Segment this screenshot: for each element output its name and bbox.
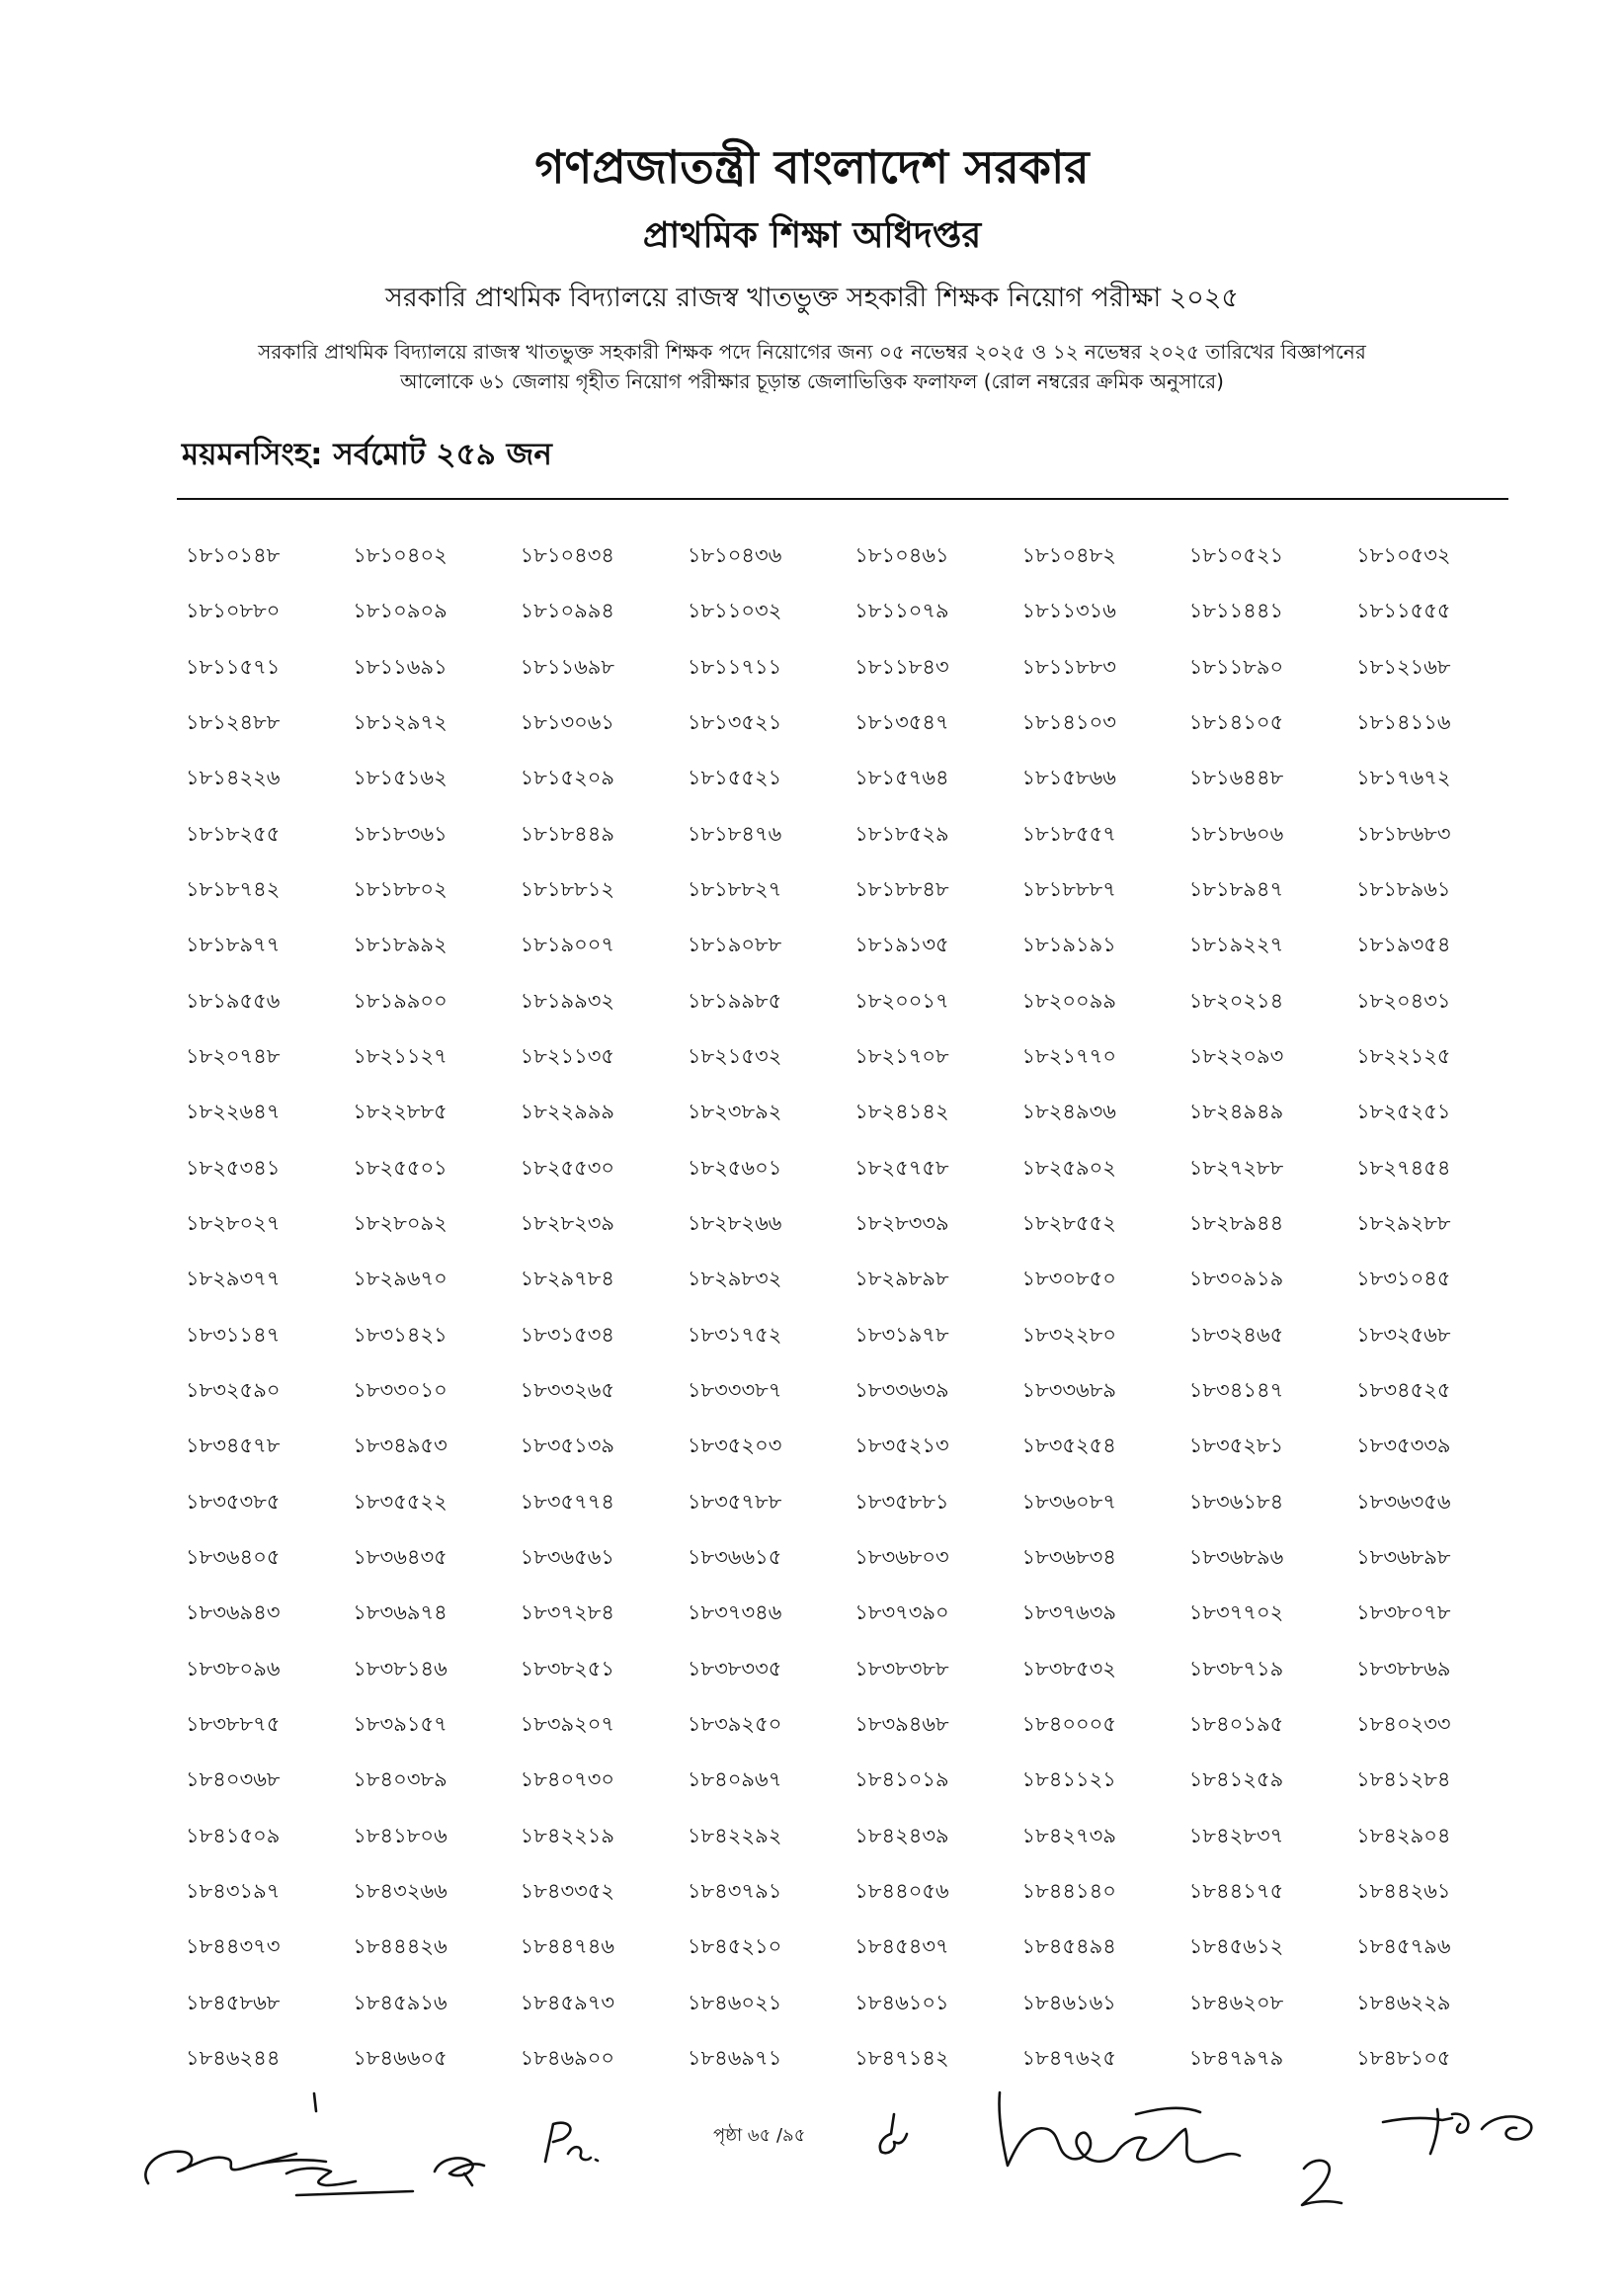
roll-number-grid <box>186 528 1525 2086</box>
roll-number: ১৮৩৫৫২২ <box>353 1489 447 1514</box>
roll-number: ১৮১১৬৯৮ <box>520 654 615 679</box>
roll-number: ১৮৪২৯০৪ <box>1356 1823 1451 1847</box>
roll-number: ১৮২২৯৯৯ <box>520 1100 615 1124</box>
roll-number: ১৮৪৫২১০ <box>687 1934 782 1959</box>
roll-number: ১৮৩৪৫২৫ <box>1356 1378 1451 1403</box>
roll-number: ১৮৩৫২১৩ <box>854 1434 949 1458</box>
roll-number: ১৮৪১০১৯ <box>854 1767 949 1792</box>
roll-number: ১৮১১০৩২ <box>687 599 782 623</box>
roll-number: ১৮৩৬০৮৭ <box>1021 1489 1116 1514</box>
roll-number: ১৮৩৬৫৬১ <box>520 1545 615 1570</box>
roll-number: ১৮১৫৫২১ <box>687 766 782 790</box>
table-row <box>186 1084 1525 1139</box>
roll-number: ১৮১৫৮৬৬ <box>1021 766 1116 790</box>
roll-number: ১৮১১৮৮৩ <box>1021 654 1116 679</box>
roll-number: ১৮৩৬৮০৩ <box>854 1545 949 1570</box>
roll-number: ১৮১২৯৭২ <box>353 710 447 735</box>
roll-number: ১৮১৯২২৭ <box>1188 933 1284 957</box>
roll-number: ১৮৩৬৮৯৬ <box>1188 1545 1284 1570</box>
roll-number: ১৮৪১৫০৯ <box>186 1823 281 1847</box>
description-line-1: সরকারি প্রাথমিক বিদ্যালয়ে রাজস্ব খাতভুক্ত সহকারী শিক্ষক পদে নিয়োগের জন্য ০৫ নভেম্বর ২০২৫ ও ১২ নভেম্বর ২০২৫ তারিখের বিজ্ঞাপনের <box>258 340 1366 364</box>
roll-number: ১৮৩৫২৫৪ <box>1021 1434 1116 1458</box>
roll-number: ১৮১৪১১৬ <box>1356 710 1451 735</box>
table-row <box>186 1863 1525 1919</box>
roll-number: ১৮১৫২০৯ <box>520 766 615 790</box>
roll-number: ১৮৩১৫৩৪ <box>520 1322 615 1347</box>
department-title: প্রাথমিক শিক্ষা অধিদপ্তর <box>642 215 982 256</box>
table-row <box>186 1307 1525 1362</box>
roll-number: ১৮২৫২৫১ <box>1356 1100 1451 1124</box>
roll-number: ১৮২৭২৮৮ <box>1188 1155 1284 1180</box>
roll-number: ১৮৩২৫৬৮ <box>1356 1322 1451 1347</box>
roll-number: ১৮৩৫১৩৯ <box>520 1434 615 1458</box>
roll-number: ১৮৪০৯৬৭ <box>687 1767 782 1792</box>
roll-number: ১৮৩১০৪৫ <box>1356 1267 1451 1291</box>
roll-number: ১৮১১০৭৯ <box>854 599 949 623</box>
roll-number: ১৮৪৫৪৯৪ <box>1021 1934 1116 1959</box>
roll-number: ১৮৩৮২৫১ <box>520 1656 615 1680</box>
roll-number: ১৮২৪৯৩৬ <box>1021 1100 1116 1124</box>
roll-number: ১৮৩২৪৬৫ <box>1188 1322 1284 1347</box>
roll-number: ১৮৪২২১৯ <box>520 1823 615 1847</box>
roll-number: ১৮৩৩৬৩৯ <box>854 1378 949 1403</box>
roll-number: ১৮১৮৯৯২ <box>353 933 447 957</box>
roll-number: ১৮২৫৬০১ <box>687 1155 782 1180</box>
roll-number: ১৮৩৮৭১৯ <box>1188 1656 1284 1680</box>
roll-number: ১৮২৯৭৮৪ <box>520 1267 615 1291</box>
roll-number: ১৮২২১২৫ <box>1356 1044 1451 1069</box>
roll-number: ১৮১০৪৩৬ <box>687 543 782 568</box>
roll-number: ১৮৪০২৩৩ <box>1356 1712 1451 1737</box>
roll-number: ১৮১০৯৯৪ <box>520 599 615 623</box>
roll-number: ১৮৪৬১৬১ <box>1021 1990 1116 2014</box>
roll-number: ১৮৪৪১৪০ <box>1021 1879 1116 1904</box>
roll-number: ১৮১৮৮১২ <box>520 877 615 902</box>
roll-number: ১৮২৯৮৩২ <box>687 1267 782 1291</box>
signatures <box>0 2075 1624 2294</box>
roll-number: ১৮৪২৭৩৯ <box>1021 1823 1116 1847</box>
roll-number: ১৮১০৫৩২ <box>1356 543 1451 568</box>
signature-6 <box>1302 2161 1341 2205</box>
roll-number: ১৮১১৬৯১ <box>353 654 447 679</box>
page-number: পৃষ্ঠা ৬৫ /৯৫ <box>713 2125 806 2146</box>
roll-number: ১৮৩৫৭৮৮ <box>687 1489 782 1514</box>
table-row <box>186 861 1525 917</box>
roll-number: ১৮১৮৭৪২ <box>186 877 281 902</box>
table-row <box>186 695 1525 750</box>
roll-number: ১৮৪৫৬১২ <box>1188 1934 1284 1959</box>
roll-number: ১৮১৯০৮৮ <box>687 933 782 957</box>
roll-number: ১৮২৫৫০১ <box>353 1155 447 1180</box>
roll-number: ১৮১৮৮২৭ <box>687 877 782 902</box>
roll-number: ১৮১৮৪৪৯ <box>520 821 614 846</box>
roll-number: ১৮১৫৭৬৪ <box>854 766 949 790</box>
roll-number: ১৮১১৮৯০ <box>1188 654 1284 679</box>
roll-number: ১৮৪১১২১ <box>1021 1767 1116 1792</box>
roll-number: ১৮১০৪০২ <box>353 543 447 568</box>
roll-number: ১৮৪৬২০৮ <box>1188 1990 1284 2014</box>
roll-number: ১৮৪৪২৬১ <box>1356 1879 1451 1904</box>
roll-number: ১৮৩৭৬৩৯ <box>1021 1600 1116 1625</box>
roll-number: ১৮১০৪৮২ <box>1021 543 1116 568</box>
table-row <box>186 1362 1525 1418</box>
roll-number: ১৮৩০৯১৯ <box>1188 1267 1284 1291</box>
roll-number: ১৮১৬৪৪৮ <box>1188 766 1284 790</box>
roll-number: ১৮৩৬৮৯৮ <box>1356 1545 1451 1570</box>
roll-number: ১৮৪৬৬০৫ <box>353 2046 447 2071</box>
roll-number: ১৮৩৩২৬৫ <box>520 1378 615 1403</box>
roll-number: ১৮৪২৪৩৯ <box>854 1823 949 1847</box>
roll-number: ১৮৪১২৮৪ <box>1356 1767 1451 1792</box>
roll-number: ১৮৪৬০২১ <box>687 1990 782 2014</box>
table-row <box>186 1752 1525 1807</box>
roll-number: ১৮১০৯০৯ <box>353 599 447 623</box>
roll-number: ১৮৩১৯৭৮ <box>854 1322 949 1347</box>
roll-number: ১৮১০১৪৮ <box>186 543 281 568</box>
roll-number: ১৮৩৪৯৫৩ <box>353 1434 447 1458</box>
roll-number: ১৮১৮৯৪৭ <box>1188 877 1284 902</box>
table-row <box>186 973 1525 1028</box>
roll-number: ১৮৪৬৯০০ <box>520 2046 615 2071</box>
roll-number: ১৮৪৩১৯৭ <box>186 1879 281 1904</box>
roll-number: ১৮২৮০২৭ <box>186 1211 281 1236</box>
roll-number: ১৮১৮৯৬১ <box>1356 877 1451 902</box>
roll-number: ১৮২৮০৯২ <box>353 1211 447 1236</box>
roll-number: ১৮২৪৯৪৯ <box>1188 1100 1284 1124</box>
table-row <box>186 1251 1525 1306</box>
roll-number: ১৮৪১৮০৬ <box>353 1823 447 1847</box>
roll-number: ১৮১৮৮৮৭ <box>1021 877 1116 902</box>
roll-number: ১৮২১১৩৫ <box>520 1044 615 1069</box>
roll-number: ১৮৪৫৯১৬ <box>353 1990 447 2014</box>
roll-number: ১৮২৮৩৩৯ <box>854 1211 949 1236</box>
roll-number: ১৮৩৬৩৫৬ <box>1356 1489 1451 1514</box>
roll-number: ১৮৪৪১৭৫ <box>1188 1879 1284 1904</box>
table-row <box>186 528 1525 583</box>
table-row <box>186 1641 1525 1696</box>
roll-number: ১৮১১৪৪১ <box>1188 599 1284 623</box>
roll-number: ১৮২৩৮৯২ <box>687 1100 782 1124</box>
roll-number: ১৮১০৫২১ <box>1188 543 1284 568</box>
roll-number: ১৮১১৫৭১ <box>186 654 281 679</box>
roll-number: ১৮৪৪৩৭৩ <box>186 1934 281 1959</box>
roll-number: ১৮৩৮৮৭৫ <box>186 1712 281 1737</box>
roll-number: ১৮৪৫৭৯৬ <box>1356 1934 1451 1959</box>
government-title: গণপ্রজাতন্ত্রী বাংলাদেশ সরকার <box>534 140 1090 194</box>
roll-number: ১৮১৭৬৭২ <box>1356 766 1451 790</box>
roll-number: ১৮৩৭৩৯০ <box>854 1600 949 1625</box>
roll-number: ১৮৩৬৮৩৪ <box>1021 1545 1116 1570</box>
roll-number: ১৮৪৪০৫৬ <box>854 1879 949 1904</box>
table-row <box>186 1529 1525 1585</box>
roll-number: ১৮১০৮৮০ <box>186 599 281 623</box>
table-row <box>186 1919 1525 1974</box>
roll-number: ১৮৪২২৯২ <box>687 1823 782 1847</box>
roll-number: ১৮৪৭৯৭৯ <box>1188 2046 1284 2071</box>
roll-number: ১৮৩৯২০৭ <box>520 1712 615 1737</box>
roll-number: ১৮১৮২৫৫ <box>186 821 281 846</box>
roll-number: ১৮১৫১৬২ <box>353 766 447 790</box>
roll-number: ১৮৩১৪২১ <box>353 1322 447 1347</box>
signature-4 <box>880 2114 907 2153</box>
roll-number: ১৮১৪২২৬ <box>186 766 281 790</box>
roll-number: ১৮৪৮১০৫ <box>1356 2046 1451 2071</box>
table-row <box>186 1585 1525 1640</box>
roll-number: ১৮৩৯২৫০ <box>687 1712 782 1737</box>
roll-number: ১৮৩৩৩৮৭ <box>687 1378 782 1403</box>
roll-number: ১৮১৪১০৫ <box>1188 710 1284 735</box>
roll-number: ১৮৩৮০৯৬ <box>186 1656 281 1680</box>
roll-number: ১৮২৯৮৯৮ <box>854 1267 949 1291</box>
roll-number: ১৮১৮৫৫৭ <box>1021 821 1116 846</box>
roll-number: ১৮২০২১৪ <box>1188 988 1284 1013</box>
signature-7 <box>1383 2109 1531 2154</box>
roll-number: ১৮২৯২৮৮ <box>1356 1211 1451 1236</box>
table-row <box>186 1696 1525 1752</box>
roll-number: ১৮১৯৯৩২ <box>520 988 615 1013</box>
roll-number: ১৮৩৮০৭৮ <box>1356 1600 1451 1625</box>
roll-number: ১৮১৯৯৮৫ <box>687 988 782 1013</box>
roll-number: ১৮৩৩০১০ <box>353 1378 447 1403</box>
district-section-title: ময়মনসিংহ: সর্বমোট ২৫৯ জন <box>182 437 552 472</box>
description-line-2: আলোকে ৬১ জেলায় গৃহীত নিয়োগ পরীক্ষার চূড়ান্ত জেলাভিত্তিক ফলাফল (রোল নম্বরের ক্রমিক অনুসারে) <box>400 369 1224 393</box>
roll-number: ১৮১৯১৩৫ <box>854 933 949 957</box>
roll-number: ১৮১০৪৩৪ <box>520 543 615 568</box>
roll-number: ১৮৩৭২৮৪ <box>520 1600 615 1625</box>
roll-number: ১৮২৭৪৫৪ <box>1356 1155 1451 1180</box>
table-row <box>186 1028 1525 1084</box>
table-row <box>186 1140 1525 1195</box>
table-row <box>186 750 1525 805</box>
roll-number: ১৮৪০১৯৫ <box>1188 1712 1284 1737</box>
roll-number: ১৮৩০৮৫০ <box>1021 1267 1116 1291</box>
signature-1 <box>145 2093 413 2195</box>
roll-number: ১৮২০৭৪৮ <box>186 1044 281 1069</box>
roll-number: ১৮৪০৩৬৮ <box>186 1767 281 1792</box>
roll-number: ১৮১৮৮৪৮ <box>854 877 949 902</box>
roll-number: ১৮৩৬৪০৫ <box>186 1545 281 1570</box>
exam-title: সরকারি প্রাথমিক বিদ্যালয়ে রাজস্ব খাতভুক্ত সহকারী শিক্ষক নিয়োগ পরীক্ষা ২০২৫ <box>385 283 1239 313</box>
roll-number: ১৮১১৩১৬ <box>1021 599 1116 623</box>
roll-number: ১৮৩৫২৮১ <box>1188 1434 1284 1458</box>
roll-number: ১৮২৪১৪২ <box>854 1100 949 1124</box>
roll-number: ১৮৩৬৯৭৪ <box>353 1600 447 1625</box>
table-row <box>186 917 1525 972</box>
roll-number: ১৮২১১২৭ <box>353 1044 447 1069</box>
roll-number: ১৮২২৬৪৭ <box>186 1100 281 1124</box>
roll-number: ১৮৩৮৮৬৯ <box>1356 1656 1451 1680</box>
roll-number: ১৮২৯৩৭৭ <box>186 1267 281 1291</box>
roll-number: ১৮৪২৮৩৭ <box>1188 1823 1284 1847</box>
roll-number: ১৮২১৭৭০ <box>1021 1044 1116 1069</box>
table-row <box>186 1474 1525 1529</box>
roll-number: ১৮১৮৯৭৭ <box>186 933 281 957</box>
roll-number: ১৮৩৪৫৭৮ <box>186 1434 281 1458</box>
roll-number: ১৮৩৭৭০২ <box>1188 1600 1284 1625</box>
roll-number: ১৮২১৭০৮ <box>854 1044 949 1069</box>
roll-number: ১৮৩৬৬১৫ <box>687 1545 782 1570</box>
roll-number: ১৮১৪১০৩ <box>1021 710 1116 735</box>
roll-number: ১৮৩১৭৫২ <box>687 1322 782 1347</box>
roll-number: ১৮৩৩৬৮৯ <box>1021 1378 1116 1403</box>
roll-number: ১৮৪৫৮৬৮ <box>186 1990 281 2014</box>
roll-number: ১৮৪৩২৬৬ <box>353 1879 447 1904</box>
table-row <box>186 583 1525 638</box>
roll-number: ১৮৪৫৯৭৩ <box>520 1990 615 2014</box>
roll-number: ১৮৩৪১৪৭ <box>1188 1378 1284 1403</box>
roll-number: ১৮৩৫২০৩ <box>687 1434 782 1458</box>
roll-number: ১৮১৩৫৪৭ <box>854 710 949 735</box>
roll-number: ১৮৪৪৪২৬ <box>353 1934 447 1959</box>
roll-number: ১৮২০০১৭ <box>854 988 949 1013</box>
roll-number: ১৮৩১১৪৭ <box>186 1322 281 1347</box>
roll-number: ১৮১৮৩৬১ <box>353 821 447 846</box>
roll-number: ১৮৪৬২৪৪ <box>186 2046 281 2071</box>
roll-number: ১৮৩৫৭৭৪ <box>520 1489 615 1514</box>
roll-number: ১৮৪৩৭৯১ <box>687 1879 782 1904</box>
roll-number: ১৮৩৬৪৩৫ <box>353 1545 447 1570</box>
roll-number: ১৮১৮৬০৬ <box>1188 821 1284 846</box>
roll-number: ১৮২২৮৮৫ <box>353 1100 447 1124</box>
roll-number: ১৮১০৪৬১ <box>854 543 949 568</box>
roll-number: ১৮৩৭৩৪৬ <box>687 1600 782 1625</box>
roll-number: ১৮৩৮১৪৬ <box>353 1656 447 1680</box>
signature-3 <box>545 2123 598 2162</box>
roll-number: ১৮৪৫৪৩৭ <box>854 1934 949 1959</box>
roll-number: ১৮১১৫৫৫ <box>1356 599 1451 623</box>
roll-number: ১৮৩৫৮৮১ <box>854 1489 949 1514</box>
roll-number: ১৮১৯৩৫৪ <box>1356 933 1451 957</box>
roll-number: ১৮১৯১৯১ <box>1021 933 1116 957</box>
roll-number: ১৮৪৬১০১ <box>854 1990 949 2014</box>
roll-number: ১৮২০০৯৯ <box>1021 988 1116 1013</box>
roll-number: ১৮১৮৫২৯ <box>854 821 949 846</box>
roll-number: ১৮২৯৬৭০ <box>353 1267 447 1291</box>
roll-number: ১৮৩২২৮০ <box>1021 1322 1116 1347</box>
roll-number: ১৮১৩৫২১ <box>687 710 782 735</box>
roll-number: ১৮১১৭১১ <box>687 654 782 679</box>
roll-number: ১৮৪৬২২৯ <box>1356 1990 1451 2014</box>
roll-number: ১৮২৫৫৩০ <box>520 1155 615 1180</box>
roll-number: ১৮৩৫৩৩৯ <box>1356 1434 1451 1458</box>
roll-number: ১৮১২১৬৮ <box>1356 654 1451 679</box>
signature-2 <box>435 2158 484 2185</box>
roll-number: ১৮১৯৫৫৬ <box>186 988 281 1013</box>
table-row <box>186 1808 1525 1863</box>
roll-number: ১৮২১৫৩২ <box>687 1044 782 1069</box>
roll-number: ১৮২৮২৬৬ <box>687 1211 782 1236</box>
signature-5 <box>1000 2092 1240 2166</box>
roll-number: ১৮৩৫৩৮৫ <box>186 1489 281 1514</box>
roll-number: ১৮৪৭৬২৫ <box>1021 2046 1116 2071</box>
roll-number: ১৮১৮৮০২ <box>353 877 447 902</box>
table-row <box>186 1975 1525 2030</box>
roll-number: ১৮৩৮৫৩২ <box>1021 1656 1116 1680</box>
roll-number: ১৮২৫৯০২ <box>1021 1155 1116 1180</box>
roll-number: ১৮৪৪৭৪৬ <box>520 1934 615 1959</box>
roll-number: ১৮১৮৪৭৬ <box>687 821 782 846</box>
table-row <box>186 1195 1525 1251</box>
roll-number: ১৮৩২৫৯০ <box>186 1378 281 1403</box>
roll-number: ১৮৪০৭৩০ <box>520 1767 615 1792</box>
roll-number: ১৮১২৪৮৮ <box>186 710 281 735</box>
roll-number: ১৮৪০০০৫ <box>1021 1712 1116 1737</box>
roll-number: ১৮১৩০৬১ <box>520 710 615 735</box>
roll-number: ১৮২৮২৩৯ <box>520 1211 615 1236</box>
table-row <box>186 1418 1525 1473</box>
table-row <box>186 806 1525 861</box>
roll-number: ১৮২৮৯৪৪ <box>1188 1211 1284 1236</box>
roll-number: ১৮৩৮৩৮৮ <box>854 1656 949 1680</box>
roll-number: ১৮৪০৩৮৯ <box>353 1767 447 1792</box>
roll-number: ১৮৩৯৪৬৮ <box>854 1712 949 1737</box>
roll-number: ১৮১৮৬৮৩ <box>1356 821 1451 846</box>
roll-number: ১৮৪৬৯৭১ <box>687 2046 782 2071</box>
roll-number: ১৮৩৯১৫৭ <box>353 1712 447 1737</box>
roll-number: ১৮৩৬১৮৪ <box>1188 1489 1284 1514</box>
roll-number: ১৮৪১২৫৯ <box>1188 1767 1284 1792</box>
roll-number: ১৮২০৪৩১ <box>1356 988 1451 1013</box>
roll-number: ১৮৪৩৩৫২ <box>520 1879 615 1904</box>
roll-number: ১৮২৫৭৫৮ <box>854 1155 949 1180</box>
table-row <box>186 639 1525 695</box>
roll-number: ১৮৩৬৯৪৩ <box>186 1600 281 1625</box>
roll-number: ১৮১৯৯০০ <box>353 988 447 1013</box>
roll-number: ১৮১১৮৪৩ <box>854 654 949 679</box>
roll-number: ১৮৪৭১৪২ <box>854 2046 949 2071</box>
section-divider <box>177 498 1508 500</box>
roll-number: ১৮২৫৩৪১ <box>186 1155 281 1180</box>
roll-number: ১৮৩৮৩৩৫ <box>687 1656 782 1680</box>
roll-number: ১৮১৯০০৭ <box>520 933 615 957</box>
roll-number: ১৮২২০৯৩ <box>1188 1044 1284 1069</box>
roll-number: ১৮২৮৫৫২ <box>1021 1211 1116 1236</box>
